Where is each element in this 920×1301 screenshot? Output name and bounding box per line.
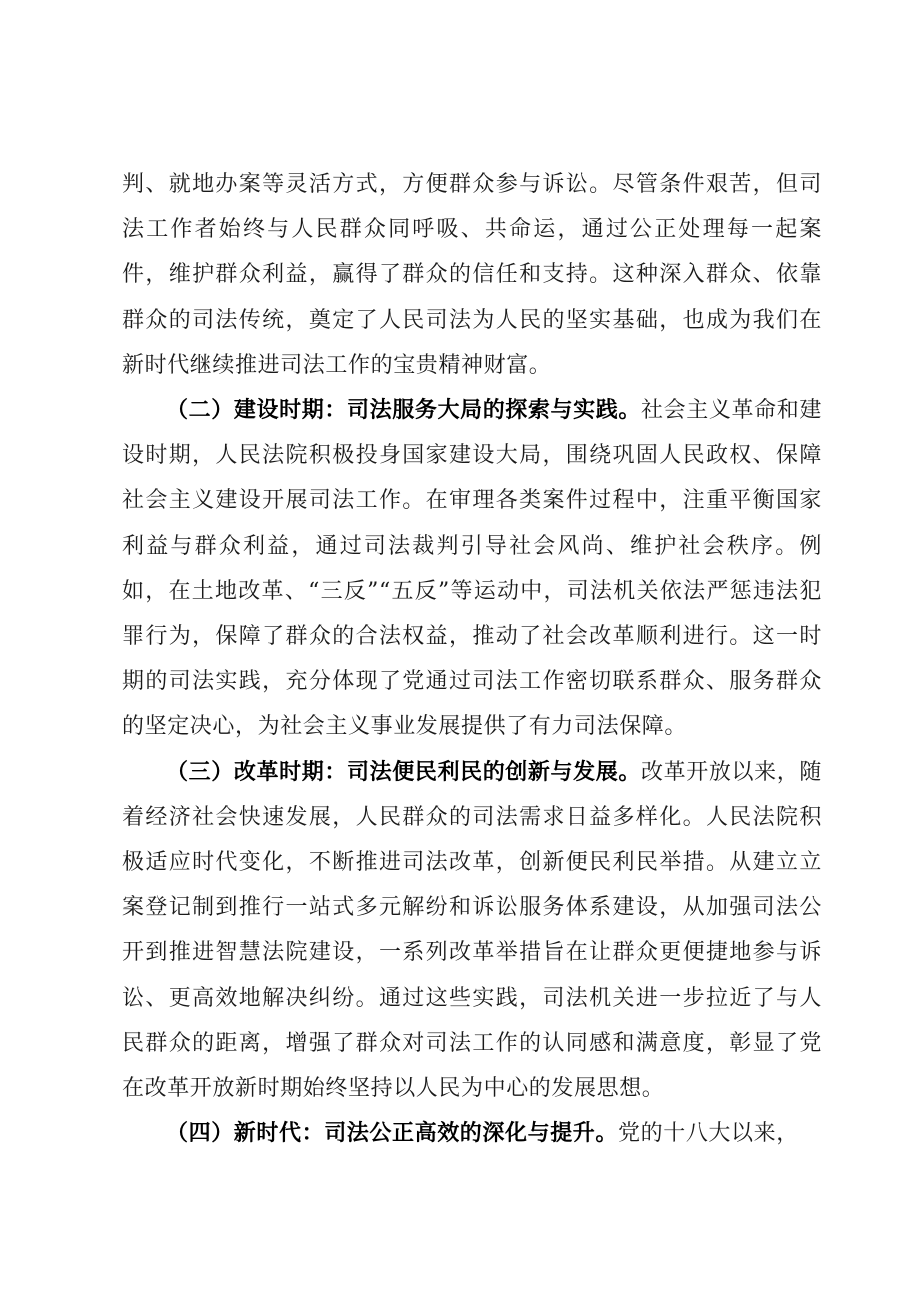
- paragraph-3: [122, 750, 822, 1112]
- paragraph-2-body: 社会主义革命和建设时期，人民法院积极投身国家建设大局，围绕巩固人民政权、保障社会主义建设开展司法工作。在审理各类案件过程中，注重平衡国家利益与群众利益，通过司法裁判引导社会风尚、维护社会秩序。例如，在土地改革、“三反”“五反”等运动中，司法机关依法严惩违法犯罪行为，保障了群众的合法权益，推动了社会改革顺利进行。这一时期的司法实践，充分体现了党通过司法工作密切联系群众、服务群众的坚定决心，为社会主义事业发展提供了有力司法保障。: [122, 398, 822, 740]
- paragraph-2: [122, 388, 822, 750]
- section-heading-3: （三）改革时期：司法便民利民的创新与发展。: [166, 758, 642, 785]
- paragraph-4: [122, 1111, 822, 1156]
- paragraph-1-body: 判、就地办案等灵活方式，方便群众参与诉讼。尽管条件艰苦，但司法工作者始终与人民群众同呼吸、共命运，通过公正处理每一起案件，维护群众利益，赢得了群众的信任和支持。这种深入群众、依靠群众的司法传统，奠定了人民司法为人民的坚实基础，也成为我们在新时代继续推进司法工作的宝贵精神财富。: [122, 172, 822, 378]
- section-heading-2: （二）建设时期：司法服务大局的探索与实践。: [166, 397, 642, 424]
- body-text: [122, 162, 822, 1156]
- paragraph-4-body: 党的十八大以来，: [618, 1121, 799, 1147]
- paragraph-1: [122, 162, 822, 388]
- paragraph-3-body: 改革开放以来，随着经济社会快速发展，人民群众的司法需求日益多样化。人民法院积极适应时代变化，不断推进司法改革，创新便民利民举措。从建立立案登记制到推行一站式多元解纷和诉讼服务体系建设，从加强司法公开到推进智慧法院建设，一系列改革举措旨在让群众更便捷地参与诉讼、更高效地解决纠纷。通过这些实践，司法机关进一步拉近了与人民群众的距离，增强了群众对司法工作的认同感和满意度，彰显了党在改革开放新时期始终坚持以人民为中心的发展思想。: [122, 759, 822, 1102]
- section-heading-4: （四）新时代：司法公正高效的深化与提升。: [166, 1120, 619, 1147]
